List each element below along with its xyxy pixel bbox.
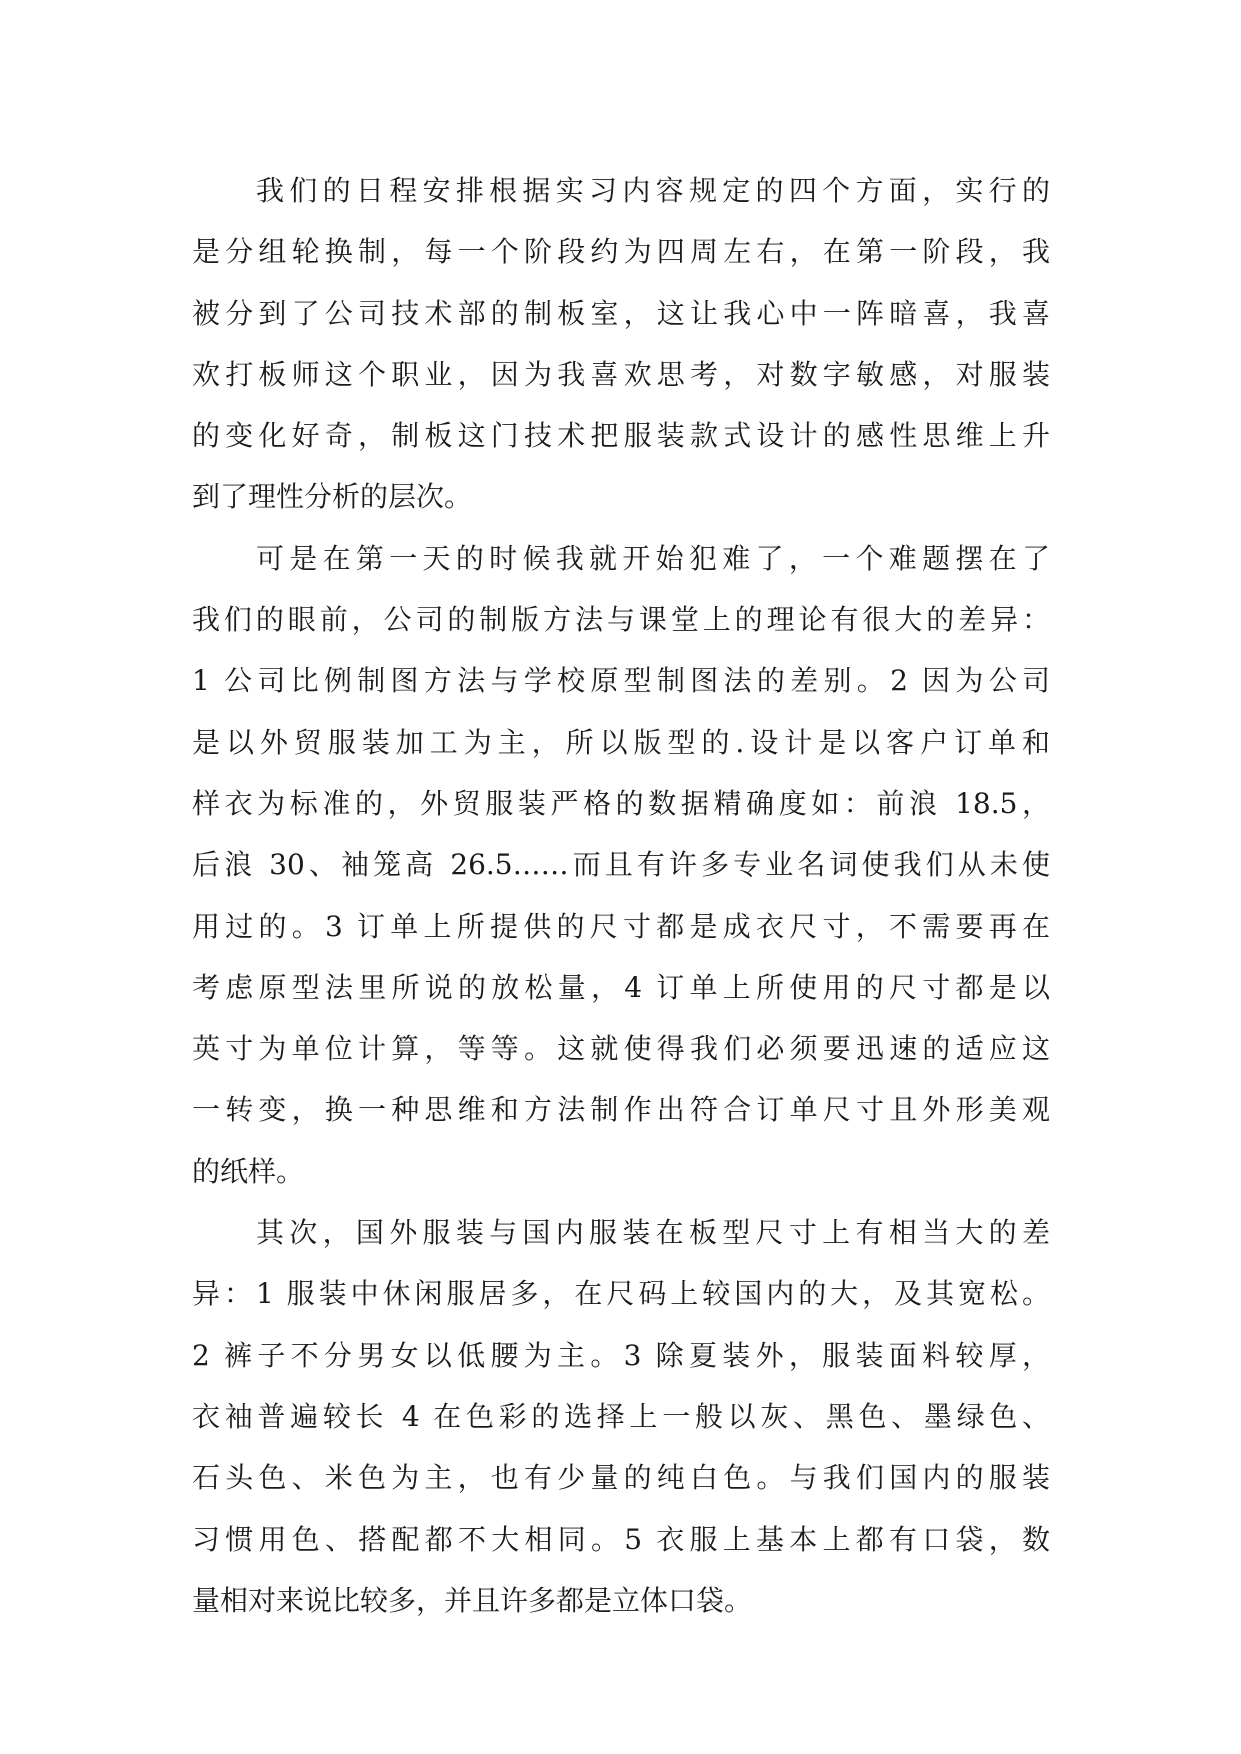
text-line: 英寸为单位计算，等等。这就使得我们必须要迅速的适应这	[192, 1032, 1050, 1066]
text-line: 其次，国外服装与国内服装在板型尺寸上有相当大的差	[256, 1216, 1050, 1250]
text-line: 我们的眼前，公司的制版方法与课堂上的理论有很大的差异：	[192, 603, 1050, 637]
text-line: 一转变，换一种思维和方法制作出符合订单尺寸且外形美观	[192, 1093, 1050, 1127]
text-line: 到了理性分析的层次。	[192, 480, 473, 514]
text-line: 欢打板师这个职业，因为我喜欢思考，对数字敏感，对服装	[192, 357, 1050, 391]
text-line: 1 公司比例制图方法与学校原型制图法的差别。2 因为公司	[192, 664, 1050, 698]
text-line: 2 裤子不分男女以低腰为主。3 除夏装外，服装面料较厚，	[192, 1338, 1050, 1372]
text-line: 的变化好奇，制板这门技术把服装款式设计的感性思维上升	[192, 419, 1050, 453]
text-line: 我们的日程安排根据实习内容规定的四个方面，实行的	[256, 174, 1050, 207]
paragraph	[192, 160, 1050, 528]
text-line: 后浪 30、袖笼高 26.5……而且有许多专业名词使我们从未使	[192, 848, 1050, 882]
text-line: 是分组轮换制，每一个阶段约为四周左右，在第一阶段，我	[192, 235, 1050, 269]
text-line: 石头色、米色为主，也有少量的纯白色。与我们国内的服装	[192, 1461, 1050, 1495]
text-line: 样衣为标准的，外贸服装严格的数据精确度如：前浪 18.5，	[192, 786, 1050, 820]
text-line: 被分到了公司技术部的制板室，这让我心中一阵暗喜，我喜	[192, 296, 1050, 330]
paragraph	[192, 1202, 1050, 1631]
paragraph	[192, 528, 1050, 1202]
text-line: 量相对来说比较多，并且许多都是立体口袋。	[192, 1583, 753, 1617]
text-line: 是以外贸服装加工为主，所以版型的.设计是以客户订单和	[192, 725, 1050, 759]
text-line: 可是在第一天的时候我就开始犯难了，一个难题摆在了	[256, 541, 1050, 575]
text-line: 的纸样。	[192, 1154, 305, 1188]
text-line: 习惯用色、搭配都不大相同。5 衣服上基本上都有口袋，数	[192, 1522, 1050, 1556]
text-line: 衣袖普遍较长 4 在色彩的选择上一般以灰、黑色、墨绿色、	[192, 1399, 1050, 1433]
text-line: 考虑原型法里所说的放松量，4 订单上所使用的尺寸都是以	[192, 970, 1050, 1004]
document-body	[192, 160, 1050, 1631]
text-line: 异：1 服装中休闲服居多，在尺码上较国内的大，及其宽松。	[192, 1277, 1050, 1311]
text-line: 用过的。3 订单上所提供的尺寸都是成衣尺寸，不需要再在	[192, 909, 1050, 943]
